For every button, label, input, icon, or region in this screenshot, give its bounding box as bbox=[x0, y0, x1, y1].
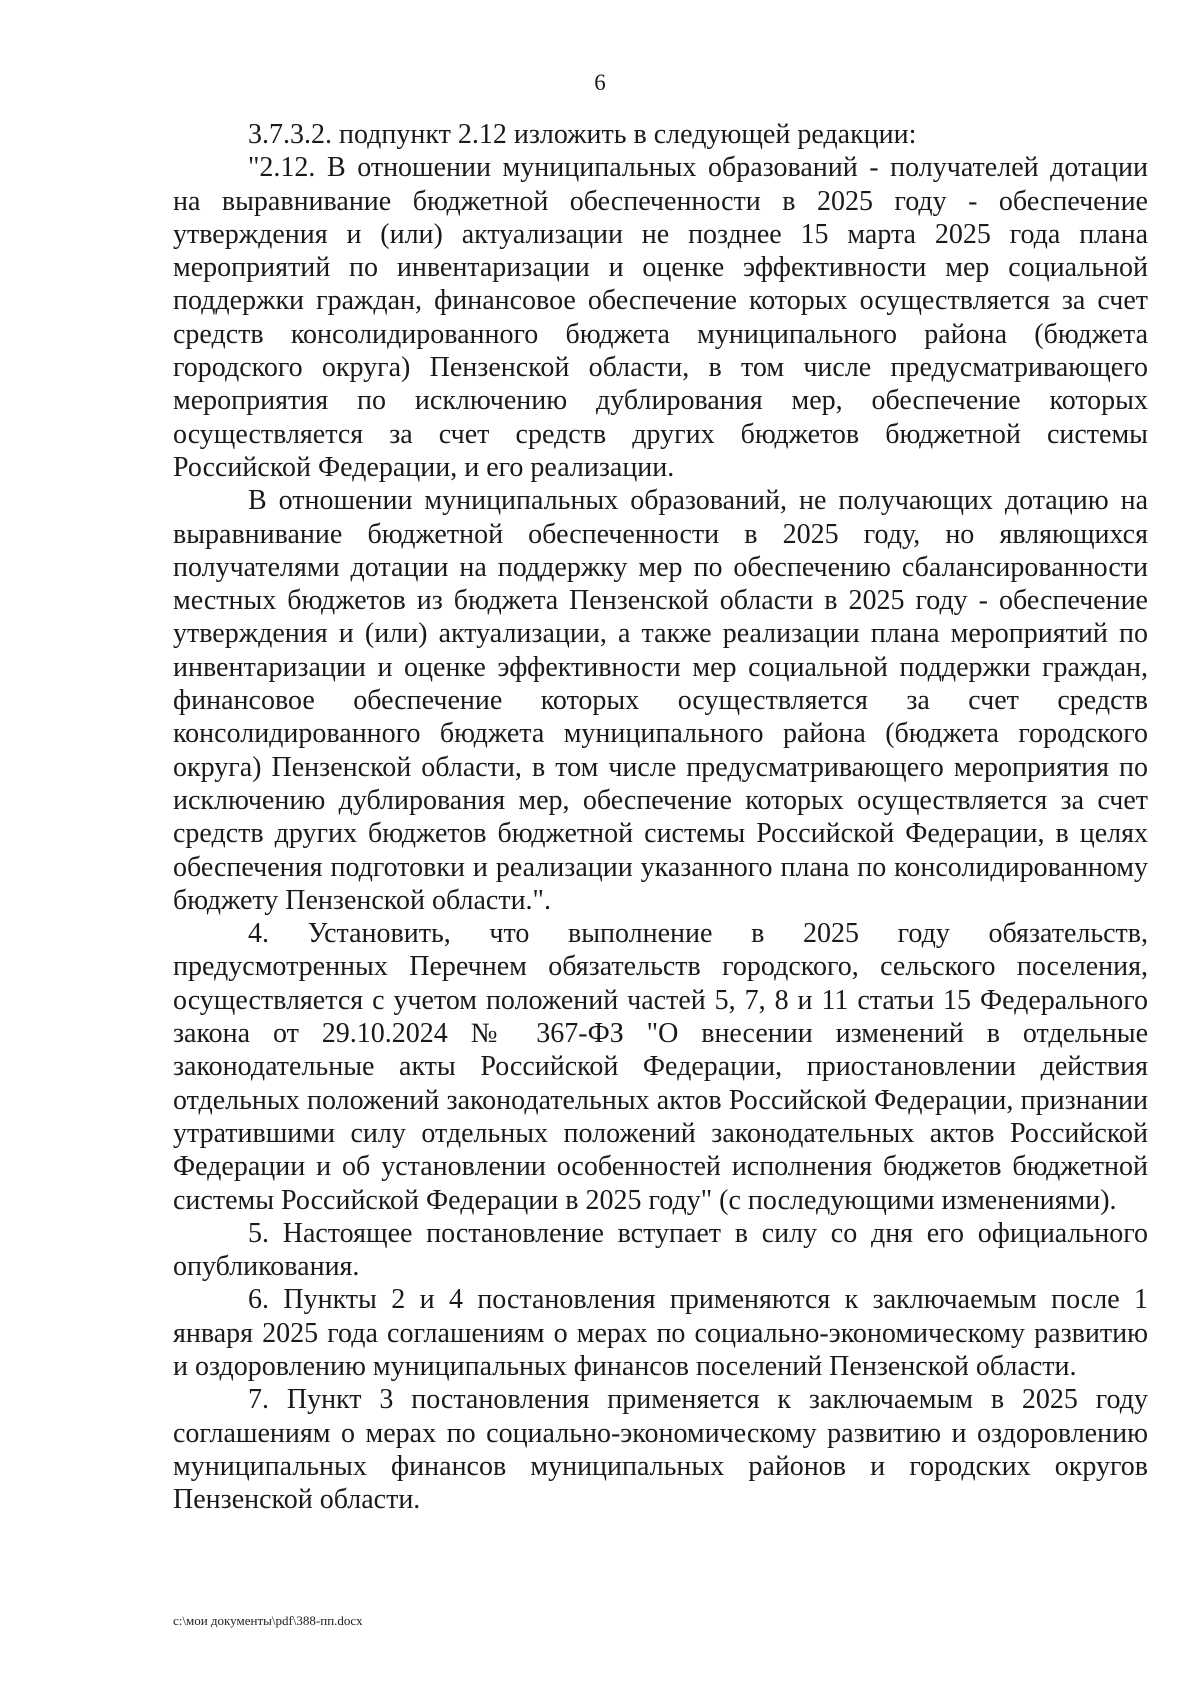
paragraph-2-12-continued: В отношении муниципальных образований, не получающих дотацию на выравнивание бюджетной обеспеченности в 2025 году, но являющихся получателями дотации на поддержку мер по обеспечению сбалансированности местных бюджетов из бюджета Пензенской области в 2025 году - обеспечение утверждения и (или) актуализации, а также реализации плана мероприятий по инвентаризации и оценке эффективности мер социальной поддержки граждан, финансовое обеспечение которых осуществляется за счет средств консолидированного бюджета муниципального района (бюджета городского округа) Пензенской области, в том числе предусматривающего мероприятия по исключению дублирования мер, обеспечение которых осуществляется за счет средств других бюджетов бюджетной системы Российской Федерации, в целях обеспечения подготовки и реализации указанного плана по консолидированному бюджету Пензенской области.". bbox=[173, 485, 1148, 916]
paragraph-item-5: 5. Настоящее постановление вступает в силу со дня его официального опубликования. bbox=[173, 1217, 1148, 1283]
paragraph-3-7-3-2: 3.7.3.2. подпункт 2.12 изложить в следующей редакции: bbox=[248, 119, 917, 150]
footer-file-path: c:\мои документы\pdf\388-пп.docx bbox=[173, 1613, 363, 1628]
paragraph-item-7: 7. Пункт 3 постановления применяется к заключаемым в 2025 году соглашениям о мерах по социально-экономическому развитию и оздоровлению муниципальных финансов муниципальных районов и городских округов Пензенской области. bbox=[173, 1384, 1148, 1516]
paragraph-item-4: 4. Установить, что выполнение в 2025 году обязательств, предусмотренных Перечнем обязательств городского, сельского поселения, осуществляется с учетом положений частей 5, 7, 8 и 11 статьи 15 Федерального закона от 29.10.2024 № 367-ФЗ "О внесении изменений в отдельные законодательные акты Российской Федерации, приостановлении действия отдельных положений законодательных актов Российской Федерации, признании утратившими силу отдельных положений законодательных актов Российской Федерации и об установлении особенностей исполнения бюджетов бюджетной системы Российской Федерации в 2025 году" (с последующими изменениями). bbox=[173, 918, 1148, 1216]
paragraph-item-6: 6. Пункты 2 и 4 постановления применяются к заключаемым после 1 января 2025 года соглашениям о мерах по социально-экономическому развитию и оздоровлению муниципальных финансов поселений Пензенской области. bbox=[173, 1284, 1148, 1382]
document-body bbox=[173, 118, 1148, 1516]
paragraph-2-12: "2.12. В отношении муниципальных образований - получателей дотации на выравнивание бюджетной обеспеченности в 2025 году - обеспечение утверждения и (или) актуализации не позднее 15 марта 2025 года плана мероприятий по инвентаризации и оценке эффективности мер социальной поддержки граждан, финансовое обеспечение которых осуществляется за счет средств консолидированного бюджета муниципального района (бюджета городского округа) Пензенской области, в том числе предусматривающего мероприятия по исключению дублирования мер, обеспечение которых осуществляется за счет средств других бюджетов бюджетной системы Российской Федерации, и его реализации. bbox=[173, 152, 1148, 483]
page-number: 6 bbox=[594, 70, 606, 95]
